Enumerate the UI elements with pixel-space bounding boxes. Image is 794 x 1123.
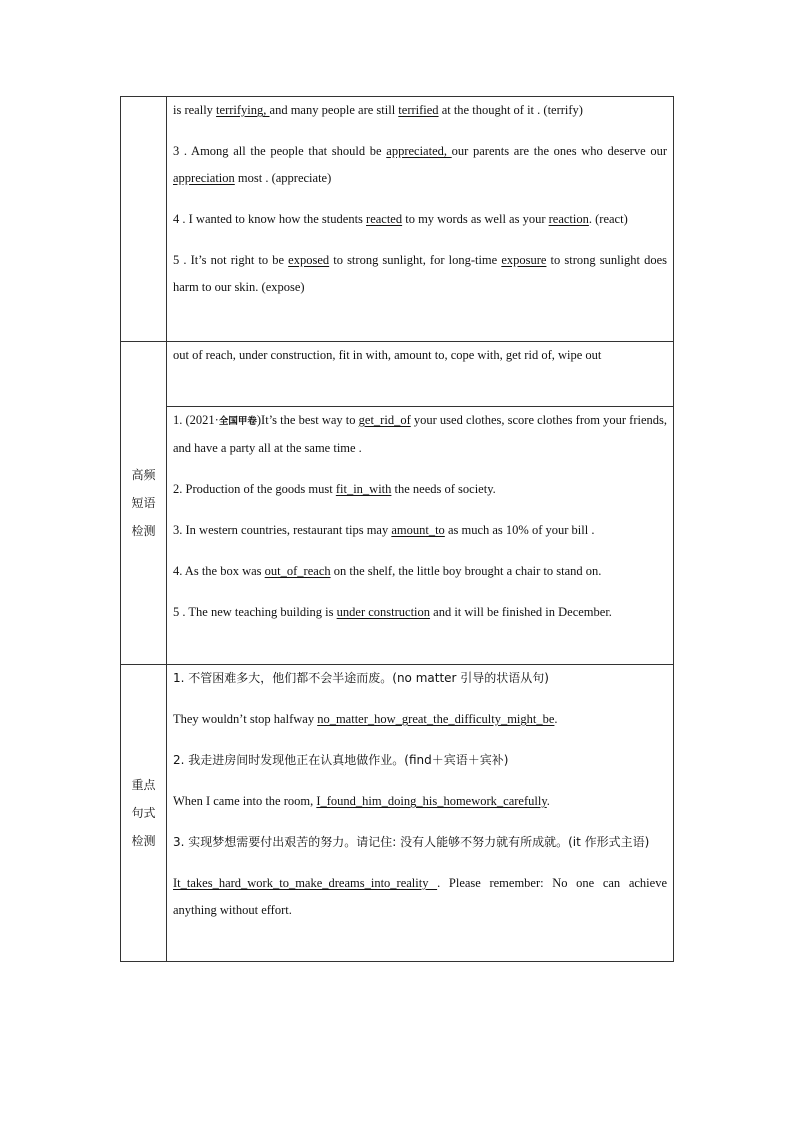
item-3: 3 . Among all the people that should be appreciated, our parents are the ones who deserve our appreciation most . (appreciate) [173, 144, 667, 185]
section-label-sentences: 重点 句式 检测 [121, 665, 167, 962]
phrase-list-cell [167, 342, 674, 407]
answer-blank: exposure [501, 253, 547, 267]
sentence-3-chinese: 3. 实现梦想需要付出艰苦的努力。请记住: 没有人能够不努力就有所成就。(it 作形式主语) [173, 835, 650, 849]
item-2-continuation: is really terrifying, and many people are still terrified at the thought of it . (terrify) [173, 103, 583, 117]
answer-blank: amount_to [391, 523, 445, 537]
sentence-1-english: They wouldn’t stop halfway no_matter_how_great_the_difficulty_might_be. [173, 712, 558, 726]
answer-blank: reacted [366, 212, 403, 226]
phrase-list: out of reach, under construction, fit in with, amount to, cope with, get rid of, wipe out [173, 348, 602, 362]
phrase-exercise-row [121, 407, 674, 665]
answer-blank: terrified [398, 103, 439, 117]
item-5: 5 . It’s not right to be exposed to strong sunlight, for long-time exposure to strong sunlight does harm to our skin. (expose) [173, 253, 668, 294]
answer-blank: I_found_him_doing_his_homework_carefully [316, 794, 547, 808]
answer-blank: It_takes_hard_work_to_make_dreams_into_reality [173, 876, 438, 890]
answer-blank: out_of_reach [264, 564, 331, 578]
sentence-1-chinese: 1. 不管困难多大，他们都不会半途而废。(no matter 引导的状语从句) [173, 671, 549, 685]
sentence-2-chinese: 2. 我走进房间时发现他正在认真地做作业。(find＋宾语＋宾补) [173, 753, 509, 767]
answer-blank: terrifying, [216, 103, 270, 117]
section-label-phrases: 高频 短语 检测 [121, 342, 167, 665]
phrase-item-5: 5 . The new teaching building is under construction and it will be finished in December. [173, 605, 612, 619]
sentence-pattern-cell [167, 665, 674, 962]
word-forms-cell [167, 97, 674, 342]
answer-blank: no_matter_how_great_the_difficulty_might_be [317, 712, 555, 726]
phrase-exercise-cell [167, 407, 674, 665]
answer-blank: appreciation [173, 171, 235, 185]
phrase-item-4: 4. As the box was out_of_reach on the shelf, the little boy brought a chair to stand on. [173, 564, 602, 578]
exercise-table [120, 96, 674, 962]
phrase-item-3: 3. In western countries, restaurant tips may amount_to as much as 10% of your bill . [173, 523, 595, 537]
answer-blank: reaction [548, 212, 589, 226]
phrase-item-2: 2. Production of the goods must fit_in_with the needs of society. [173, 482, 496, 496]
answer-blank: fit_in_with [335, 482, 392, 496]
sentence-pattern-row [121, 665, 674, 962]
source-tag: 全国甲卷 [218, 416, 257, 427]
answer-blank: appreciated, [386, 144, 452, 158]
sentence-2-english: When I came into the room, I_found_him_doing_his_homework_carefully. [173, 794, 550, 808]
word-forms-row [121, 97, 674, 342]
answer-blank: under construction [336, 605, 431, 619]
answer-blank: get_rid_of [358, 413, 411, 427]
phrase-item-1: 1. (2021·全国甲卷)It’s the best way to get_rid_of your used clothes, score clothes from your friends, and have a party all at the same time . [173, 413, 667, 455]
row-label-empty [121, 97, 167, 342]
sentence-3-english: It_takes_hard_work_to_make_dreams_into_reality . Please remember: No one can achieve anything without effort. [173, 876, 667, 917]
answer-blank: exposed [288, 253, 330, 267]
phrase-list-row [121, 342, 674, 407]
item-4: 4 . I wanted to know how the students reacted to my words as well as your reaction. (react) [173, 212, 628, 226]
